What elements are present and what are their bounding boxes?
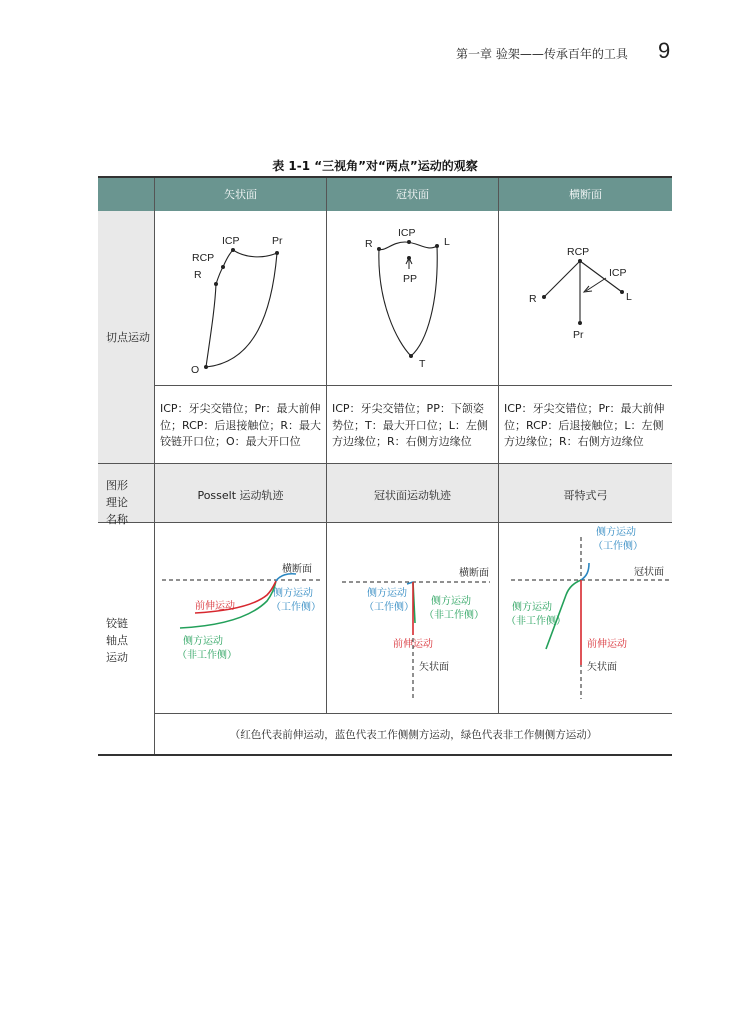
desc-coronal: ICP：牙尖交错位；PP：下颌姿势位；T：最大开口位；L：左侧方边缘位；R：右侧方边缘位: [332, 402, 488, 448]
point-rcp: [221, 265, 225, 269]
coronal-hinge-diagram: [327, 523, 498, 713]
figure-name-coronal: 冠状面运动轨迹: [374, 489, 451, 502]
label-protrusive: 前伸运动: [587, 639, 627, 650]
posselt-envelope: [206, 250, 277, 367]
label-nonworking: 侧方运动: [431, 596, 471, 607]
point-r: [377, 247, 381, 251]
row-label-hinge: 铰链轴点运动: [106, 617, 128, 664]
label-transverse-plane: 横断面: [459, 568, 489, 579]
transverse-tangent-diagram: [499, 212, 672, 384]
table-title: 表 1-1 “三视角”对“两点”运动的观察: [272, 159, 478, 173]
point-icp: [231, 248, 235, 252]
label-working: 侧方运动: [596, 527, 636, 538]
table-top-rule: [98, 176, 672, 178]
label-icp: ICP: [609, 267, 627, 279]
label-working: 侧方运动: [367, 588, 407, 599]
label-t: T: [419, 358, 426, 370]
label-working-sub: （工作侧）: [271, 602, 321, 613]
divider: [155, 385, 672, 386]
label-pr: Pr: [272, 235, 283, 247]
label-sagittal-plane: 矢状面: [419, 662, 449, 673]
desc-sagittal: ICP：牙尖交错位；Pr：最大前伸位；RCP：后退接触位；R：最大铰链开口位；O：最大开口位: [160, 402, 322, 448]
label-nonworking: 侧方运动: [183, 636, 223, 647]
label-working-sub: （工作侧）: [593, 541, 643, 552]
sagittal-tangent-diagram: [155, 212, 326, 384]
label-r: R: [529, 293, 537, 305]
transverse-hinge-diagram: [499, 523, 672, 713]
label-nonworking-sub: （非工作侧）: [177, 650, 237, 661]
color-legend-note: （红色代表前伸运动，蓝色代表工作侧侧方运动，绿色代表非工作侧侧方运动）: [229, 729, 598, 741]
column-transverse: 横断面: [569, 188, 602, 201]
label-pr: Pr: [573, 329, 584, 341]
label-l: L: [626, 291, 632, 303]
point-icp: [407, 240, 411, 244]
working-path: [581, 563, 589, 580]
label-nonworking-sub: （非工作侧）: [506, 616, 566, 627]
icp-pointer-head: [584, 286, 592, 292]
point-rcp: [578, 259, 582, 263]
label-protrusive: 前伸运动: [393, 639, 433, 650]
label-o: O: [191, 364, 200, 376]
label-working-sub: （工作侧）: [364, 602, 414, 613]
label-transverse-plane: 横断面: [282, 564, 312, 575]
label-icp: ICP: [398, 227, 416, 239]
column-sagittal: 矢状面: [224, 188, 257, 201]
label-rcp: RCP: [567, 246, 590, 258]
label-sagittal-plane: 矢状面: [587, 662, 617, 673]
page-number: 9: [658, 38, 671, 63]
row-label-figure-name: 图形理论名称: [106, 479, 128, 526]
figure-name-transverse: 哥特式弓: [563, 489, 608, 502]
observation-table: [98, 176, 672, 756]
table-bottom-rule: [98, 754, 672, 756]
chapter-header: 第一章 验架——传承百年的工具: [456, 47, 628, 61]
sagittal-hinge-diagram: [155, 523, 326, 713]
divider: [155, 713, 672, 714]
point-pr: [275, 251, 279, 255]
column-coronal: 冠状面: [396, 188, 429, 201]
point-l: [620, 290, 624, 294]
coronal-tangent-diagram: [327, 212, 498, 384]
point-l: [435, 244, 439, 248]
label-rcp: RCP: [192, 252, 215, 264]
point-r: [214, 282, 218, 286]
label-r: R: [194, 269, 202, 281]
label-nonworking-sub: （非工作侧）: [424, 610, 484, 621]
row-label-tangent: 切点运动: [106, 331, 150, 344]
label-coronal-plane: 冠状面: [634, 567, 664, 578]
point-r: [542, 295, 546, 299]
point-pr: [578, 321, 582, 325]
figure-name-sagittal: Posselt 运动轨迹: [197, 489, 284, 502]
diagram-stroke: [544, 261, 580, 297]
point-o: [204, 365, 208, 369]
header-cell-blank: [98, 178, 154, 211]
divider: [98, 463, 672, 464]
label-l: L: [444, 236, 450, 248]
icp-pointer: [586, 278, 606, 291]
nonworking-path: [546, 580, 581, 649]
label-icp: ICP: [222, 235, 240, 247]
label-r: R: [365, 238, 373, 250]
label-nonworking: 侧方运动: [512, 602, 552, 613]
desc-transverse: ICP：牙尖交错位；Pr：最大前伸位；RCP：后退接触位；L：左侧方边缘位；R：右侧方边缘位: [504, 402, 665, 448]
label-working: 侧方运动: [273, 588, 313, 599]
label-protrusive: 前伸运动: [195, 601, 235, 612]
label-pp: PP: [403, 273, 418, 285]
point-t: [409, 354, 413, 358]
